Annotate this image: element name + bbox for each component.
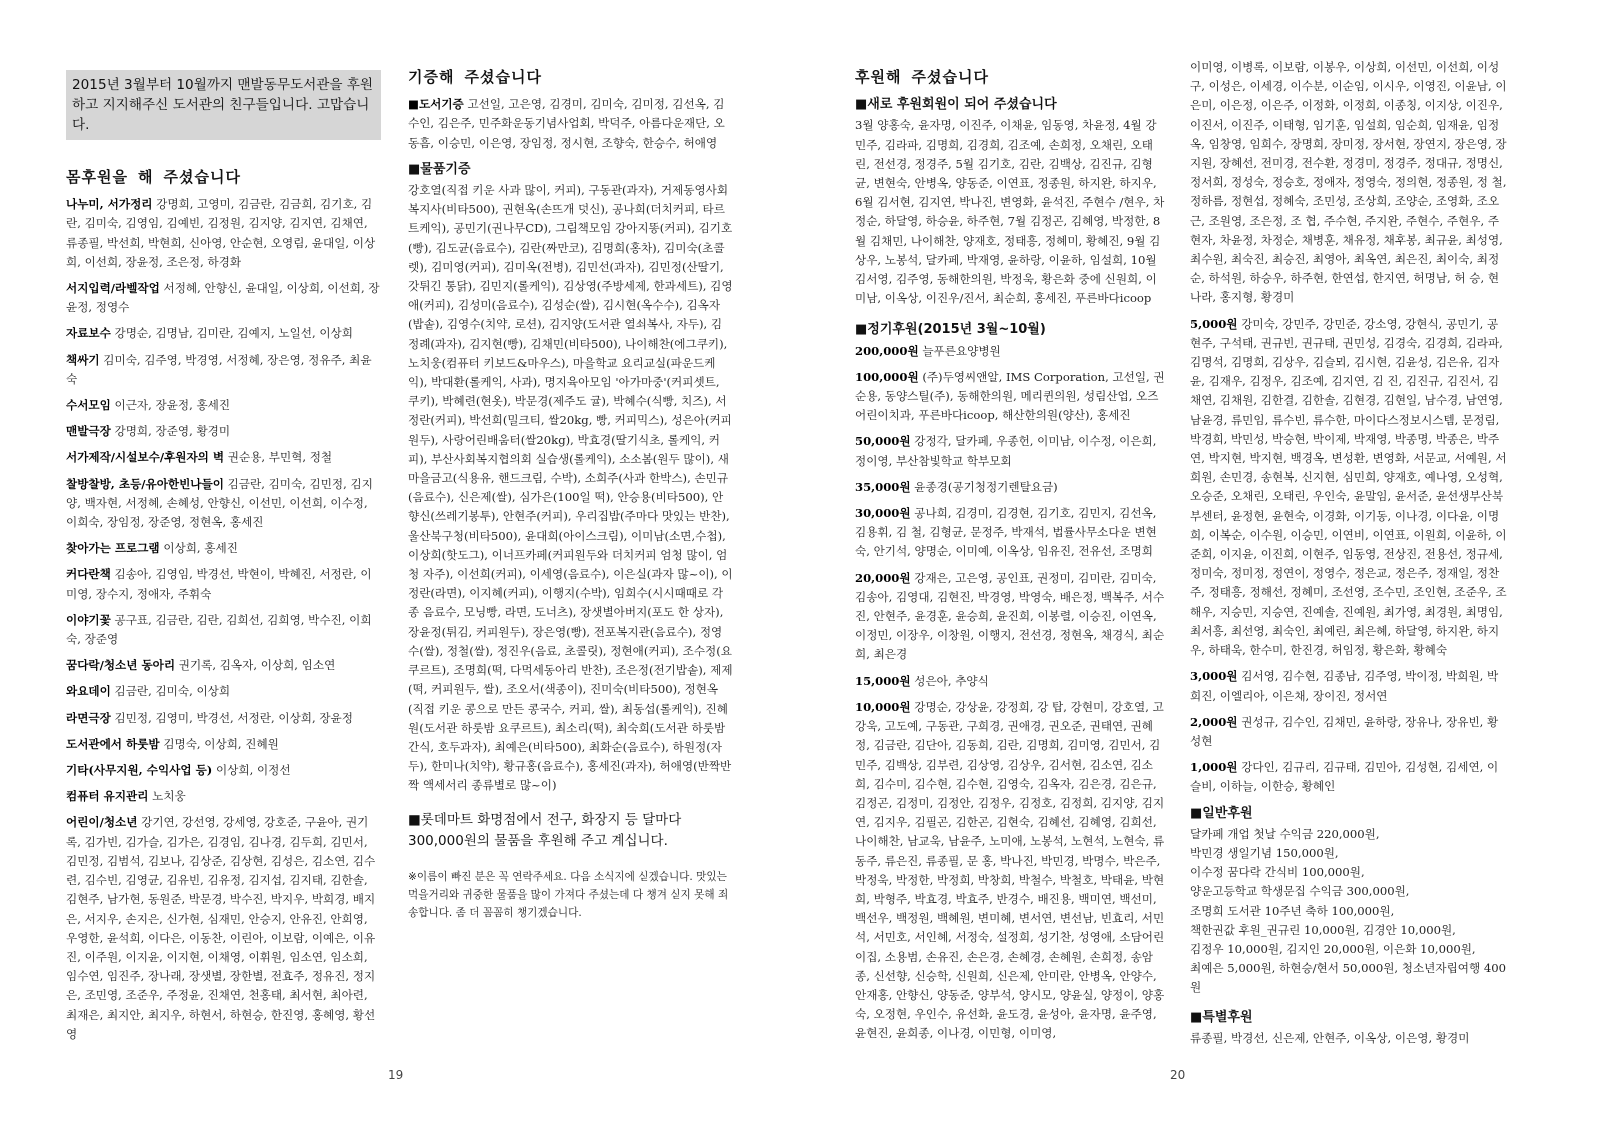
general-list xyxy=(1190,825,1508,998)
regular-entry xyxy=(855,342,1165,361)
general-item: 조명희 도서관 10주년 축하 100,000원, xyxy=(1190,903,1395,918)
body-support-label: 자료보수 xyxy=(66,326,111,341)
body-support-entry xyxy=(66,787,381,806)
body-support-entry xyxy=(66,682,381,701)
right-page xyxy=(800,0,1600,1131)
regular-names: 강정각, 달카페, 우종헌, 이미남, 이수정, 이은희, 정이영, 부산참빛학교 학부모회 xyxy=(855,434,1157,468)
special-heading: ■특별후원 xyxy=(1190,1009,1253,1025)
body-support-entry xyxy=(66,813,381,1043)
body-support-entry xyxy=(66,279,381,317)
regular-entry xyxy=(855,672,1165,691)
body-support-label: 나누미, 서가정리 xyxy=(66,197,153,212)
body-support-label: 컴퓨터 유지관리 xyxy=(66,789,149,804)
body-support-label: 책싸기 xyxy=(66,352,100,367)
regular-label: 2,000원 xyxy=(1190,714,1238,729)
regular-label: 30,000원 xyxy=(855,506,911,521)
donation-heading: 기증해 주셨습니다 xyxy=(408,68,542,86)
left-column-1 xyxy=(66,66,381,1051)
regular-names: 강다인, 김규리, 김규태, 김민아, 김성현, 김세연, 이슬비, 이하늘, 이한승, 황혜인 xyxy=(1190,760,1499,794)
body-support-label: 커다란책 xyxy=(66,567,111,582)
body-support-label: 서지입력/라벨작업 xyxy=(66,281,160,296)
body-support-names: 서정혜, 안향신, 윤대일, 이상희, 이선희, 장윤정, 정영수 xyxy=(66,281,380,315)
body-support-entry xyxy=(66,761,381,780)
body-support-entry xyxy=(66,324,381,343)
body-support-entry xyxy=(66,396,381,415)
lotte-mart-note: ■롯데마트 화명점에서 전구, 화장지 등 달마다 300,000원의 물품을 후원해 주고 계십니다. xyxy=(408,811,682,849)
regular-label: 1,000원 xyxy=(1190,760,1238,775)
regular-label: 3,000원 xyxy=(1190,669,1238,684)
regular-label: 200,000원 xyxy=(855,343,919,358)
body-support-label: 수서모임 xyxy=(66,398,111,413)
intro-box: 2015년 3월부터 10월까지 맨발동무도서관을 후원하고 지지해주신 도서관의 친구들입니다. 고맙습니다. xyxy=(66,70,381,140)
body-support-label: 기타(사무지원, 수익사업 등) xyxy=(66,763,213,778)
body-support-names: 김송아, 김영임, 박경선, 박현이, 박혜진, 서정란, 이미영, 장수지, 정애자, 주휘숙 xyxy=(66,567,372,601)
body-support-names: 이상희, 이정선 xyxy=(215,763,291,778)
regular-continued: 이미영, 이병록, 이보람, 이봉우, 이상희, 이선민, 이선희, 이성구, 이성은, 이세경, 이수분, 이순임, 이시우, 이영진, 이윤남, 이은미, 이은정, 이은주, 이정화, 이정희, 이종칭, 이지상, 이진우, 이진서, 이진주, 이태형, 임기훈, 임설희, 임순희, 임재윤, 임정옥, 임창영, 임희수, 장명희, 장미정, 장서현, 장연지, 장은영, 장지원, 장혜선, 전미경, 전수환, 정경미, 정경주, 정대규, 정명신, 정서희, 정성숙, 정승호, 정애자, 정영숙, 정의현, 정종원, 정 철, 정하름, 정현섭, 정혜숙, 조민성, 조상희, 조양순, 조영화, 조오근, 조원영, 조은정, 조 협, 주수현, 주지완, 주현수, 주현우, 주현자, 차윤정, 차정순, 채병훈, 채유정, 채후봉, 최규윤, 최성영, 최수원, 최숙진, 최승진, 최영아, 최옥연, 최은진, 최이숙, 최정순, 하석원, 하승우, 하주현, 한연섭, 한지연, 허명남, 허 승, 현나라, 홍지형, 황경미 xyxy=(1190,60,1507,305)
regular-names: (주)두영씨앤알, IMS Corporation, 고선일, 권순용, 동양스틸(주), 동해한의원, 메리퀸의원, 성림산업, 오즈어린이치과, 푸른바다icoop, 해산한의원(양산), 홍세진 xyxy=(855,369,1165,423)
body-support-names: 이상희, 홍세진 xyxy=(163,541,238,556)
body-support-entry xyxy=(66,351,381,389)
regular-label: 10,000원 xyxy=(855,699,911,714)
body-support-label: 맨발극장 xyxy=(66,424,111,439)
general-item: 달카페 개업 첫날 수익금 220,000원, xyxy=(1190,826,1380,841)
regular-label: 5,000원 xyxy=(1190,316,1238,331)
regular-list-2 xyxy=(1190,315,1508,797)
body-support-names: 김미숙, 김주영, 박경영, 서정혜, 장은영, 정유주, 최윤숙 xyxy=(66,352,372,386)
right-column-1 xyxy=(855,66,1165,1051)
body-support-names: 강명순, 김명남, 김미란, 김예지, 노일선, 이상희 xyxy=(114,326,353,341)
body-support-label: 꿈다락/청소년 동아리 xyxy=(66,658,176,673)
body-support-names: 김금란, 김미숙, 이상희 xyxy=(114,684,231,699)
new-member-list: 3월 양홍숙, 윤자명, 이진주, 이채윤, 임동영, 차윤정, 4월 강민주, 김라파, 김명희, 김경희, 김조예, 손희정, 오채린, 오태린, 전선경, 정경주, 5월 김기호, 김란, 김백상, 김진규, 김형균, 변현숙, 안병옥, 양동준, 이연표, 정종원, 하지완, 하지우, 6월 김서현, 김지연, 박나진, 변영화, 윤석진, 주현수 /현우, 차정순, 하달영, 하승윤, 하주현, 7월 김정곤, 김혜영, 박정한, 8월 김채민, 나이해찬, 양재호, 정태흥, 정혜미, 황혜진, 9월 김상우, 노봉석, 달카페, 박재영, 윤하랑, 이윤하, 임설희, 10월 김서영, 김주영, 동해한의원, 박정욱, 황은화 중에 신원희, 이미남, 이옥상, 이진우/진서, 최순희, 홍세진, 푸른바다icoop xyxy=(855,118,1165,306)
body-support-entry xyxy=(66,195,381,272)
footnote: ※이름이 빠진 분은 꼭 연락주세요. 다음 소식지에 싣겠습니다. 맛있는 먹을거리와 귀중한 물품을 많이 가져다 주셨는데 다 챙겨 싣지 못해 죄송합니다. 좀 더 꼼꼼히 챙기겠습니다. xyxy=(408,870,729,919)
regular-label: 20,000원 xyxy=(855,570,911,585)
right-column-2 xyxy=(1190,60,1508,1048)
book-donation-label: ■도서기증 xyxy=(408,97,464,112)
body-support-entry xyxy=(66,735,381,754)
regular-entry xyxy=(855,698,1165,1044)
regular-entry xyxy=(1190,713,1508,751)
regular-entry xyxy=(855,432,1165,470)
regular-list xyxy=(855,342,1165,1044)
regular-names: 권성규, 김수인, 김채민, 윤하랑, 장유나, 장유빈, 황성현 xyxy=(1190,714,1499,748)
regular-entry xyxy=(855,478,1165,497)
regular-names: 늘푸른요양병원 xyxy=(922,343,1001,358)
body-support-names: 강명희, 장준영, 황경미 xyxy=(114,424,231,439)
special-list: 류종필, 박경선, 신은제, 안현주, 이옥상, 이은영, 황경미 xyxy=(1190,1030,1470,1045)
regular-entry xyxy=(1190,667,1508,705)
book-donation xyxy=(408,95,733,153)
regular-names: 성은아, 추양식 xyxy=(914,673,989,688)
book-donation-names: 고선일, 고은영, 김경미, 김미숙, 김미정, 김선옥, 김수인, 김은주, 민주화운동기념사업회, 박덕주, 아름다운재단, 오동흠, 이승민, 이은영, 장임정, 정시현, 조향숙, 한승수, 허애영 xyxy=(408,97,725,150)
body-support-names: 이근자, 장윤정, 홍세진 xyxy=(114,398,231,413)
regular-entry xyxy=(1190,315,1508,661)
sponsor-heading: 후원해 주셨습니다 xyxy=(855,68,989,86)
regular-label: 35,000원 xyxy=(855,479,911,494)
regular-label: 50,000원 xyxy=(855,434,911,449)
new-member-heading: ■새로 후원회원이 되어 주셨습니다 xyxy=(855,97,1057,113)
page-number-left: 19 xyxy=(388,1068,404,1082)
goods-heading: ■물품기증 xyxy=(408,161,471,177)
body-support-list xyxy=(66,195,381,1044)
body-support-entry xyxy=(66,565,381,603)
regular-entry xyxy=(855,368,1165,426)
body-support-label: 어린이/청소년 xyxy=(66,815,138,830)
goods-list: 강호열(직접 키운 사과 많이, 커피), 구동관(과자), 거제동영사회복지사(비타500), 권현옥(손뜨개 덧신), 공나희(더치커피, 타르트케익), 공민기(권나무CD), 그림책모임 강아지똥(커피), 김기호(빵), 김도균(음료수), 김란(짜만코), 김명희(홍차), 김미숙(초콜렛), 김미영(커피), 김미옥(전병), 김민선(과자), 김민정(산딸기, 갓튀긴 통닭), 김민지(롤케익), 김상영(주방세제, 한과세트), 김영애(커피), 김성미(음료수), 김성순(쌀), 김시현(옥수수), 김옥자(밥솥), 김영수(치약, 로션), 김지양(도서관 열쇠복사, 자두), 김정례(과자), 김지현(빵), 김채민(비타500), 나이해찬(에그쿠키), 노치웅(컴퓨터 키보드&마우스), 마을학교 요리교실(파운드케익), 박대환(롤케익, 사과), 명지육아모임 '아가마중'(커피셋트, 쿠키), 박혜련(현옷), 박문경(제주도 귤), 박혜수(식빵, 치즈), 서정란(커피), 박선희(밀크티, 쌀20kg, 빵, 커피믹스), 성은아(커피 원두), 사랑어린배움터(쌀20kg), 박효경(딸기식초, 롤케익, 커피), 부산사회복지협의회 실습생(롤케익), 소소봄(원두 많이), 새마을금고(식용유, 핸드크림, 수박), 소희주(사과 한박스), 손민규(음료수), 신은제(쌀), 심가은(100일 떡), 안승용(비타500), 안향신(쓰레기봉투), 안현주(커피), 우리집밥(주마다 맛있는 반찬), 울산북구청(비타500), 윤대희(아이스크림), 이미남(소면,수첩), 이상희(핫도그), 이너프카페(커피원두와 더치커피 엄청 많이, 엄청 자주), 이선희(커피), 이세영(음료수), 이은실(과자 많~이), 이정란(라면), 이지혜(커피), 이행지(수박), 임희수(시시때때로 각종 음료수, 모닝빵, 라면, 도너츠), 장샛별아버지(포도 한 상자), 장윤정(튀김, 커피원두), 장은영(빵), 전포복지관(음료수), 정영수(쌀), 정철(쌀), 정진우(음료, 초콜릿), 정현애(커피), 조수정(요쿠르트), 조명희(떡, 다먹세동아리 반찬), 조은정(전기밥솥), 제제(떡, 커피원두, 쌀), 조오서(색종이), 진미숙(비타500), 정현옥(직접 키운 콩으로 만든 콩국수, 커피, 쌀), 최동섭(롤케익), 진혜원(도서관 하룻밤 요쿠르트), 최소리(떡), 최숙희(도서관 하룻밤 간식, 호두과자), 최예은(비타500), 최화순(음료수), 하원정(자두), 한미나(치약), 황규홍(음료수), 홍세진(과자), 허애영(반짝반짝 액세서리 종류별로 많~이) xyxy=(408,183,733,793)
body-support-names: 강명희, 고영미, 김금란, 김금희, 김기호, 김 란, 김미숙, 김영임, 김예빈, 김정원, 김지양, 김지연, 김채연, 류종필, 박선희, 박현희, 신아영, 안순현, 오영림, 윤대일, 이상희, 이선희, 장윤정, 조은정, 하경화 xyxy=(66,197,376,269)
body-support-names: 김금란, 김미숙, 김민정, 김지양, 백자현, 서정혜, 손혜성, 안향신, 이선민, 이선희, 이수정, 이희숙, 장임정, 장준영, 정현옥, 홍세진 xyxy=(66,476,373,530)
page-number-right: 20 xyxy=(1170,1068,1186,1082)
body-support-entry xyxy=(66,656,381,675)
body-support-names: 노치웅 xyxy=(152,789,186,804)
body-support-entry xyxy=(66,422,381,441)
body-support-names: 김명숙, 이상희, 진혜원 xyxy=(163,736,279,751)
body-support-heading: 몸후원을 해 주셨습니다 xyxy=(66,168,241,186)
body-support-label: 와요데이 xyxy=(66,684,111,699)
regular-names: 강미숙, 강민주, 강민준, 강소영, 강현식, 공민기, 공현주, 구석태, 권규빈, 권규태, 권민성, 김경숙, 김경희, 김라파, 김명석, 김명희, 김상우, 김슬뫼, 김시현, 김윤성, 김은유, 김자윤, 김재우, 김정우, 김조예, 김지연, 김 진, 김진규, 김진서, 김채연, 김채원, 김한결, 김한솔, 김현경, 김현일, 남수경, 남연영, 남윤경, 류민임, 류수빈, 류수한, 마이다스정보시스템, 문정림, 박경희, 박민성, 박승현, 박이제, 박재영, 박종명, 박종은, 박주연, 박지현, 박지현, 백경옥, 변성환, 변영화, 서문교, 서예원, 서희원, 손민경, 송현복, 신지현, 심민희, 양재호, 예나영, 오성혁, 오승준, 오채린, 오태린, 우인숙, 윤말임, 윤서준, 윤선생부산북부센터, 윤정현, 윤현숙, 이경화, 이기동, 이나경, 이다윤, 이명희, 이복순, 이수원, 이승민, 이연비, 이연표, 이원희, 이윤하, 이준희, 이지윤, 이진희, 이현주, 임동영, 전상진, 전용선, 정규세, 정미숙, 정미정, 정연이, 정영수, 정은교, 정은주, 정재일, 정찬주, 정태흥, 정해선, 정혜미, 조선영, 조수민, 조인현, 조준우, 조해우, 지승민, 지승연, 진예솔, 진예원, 최가영, 최경원, 최명임, 최서흥, 최선영, 최숙인, 최예린, 최은혜, 하달영, 하지완, 하지우, 하태욱, 한수미, 한진경, 허임정, 황은화, 황혜숙 xyxy=(1190,316,1507,658)
general-item: 양운고등학교 학생문집 수익금 300,000원, xyxy=(1190,884,1410,899)
body-support-entry xyxy=(66,448,381,467)
regular-heading: ■정기후원(2015년 3월~10월) xyxy=(855,322,1046,338)
body-support-names: 김민정, 김영미, 박경선, 서정란, 이상희, 장윤정 xyxy=(114,710,353,725)
body-support-entry xyxy=(66,611,381,649)
body-support-entry xyxy=(66,539,381,558)
general-item: 이수정 꿈다락 간식비 100,000원, xyxy=(1190,865,1365,880)
regular-names: 김서영, 김수현, 김종남, 김주영, 박이정, 박희원, 박희진, 이엘리아, 이은채, 장이진, 정서연 xyxy=(1190,669,1499,703)
body-support-names: 공구표, 김금란, 김란, 김희선, 김희영, 박수진, 이희숙, 장준영 xyxy=(66,612,372,647)
general-item: 책한권값 후원_권규린 10,000원, 김경안 10,000원, xyxy=(1190,922,1456,937)
regular-names: 강재은, 고은영, 공인표, 권정미, 김미란, 김미숙, 김송아, 김영대, 김현진, 박경영, 박영숙, 배은정, 백복주, 서수진, 안현주, 윤경훈, 윤승희, 윤진희, 이봉렬, 이승진, 이연옥, 이정민, 이장우, 이창원, 이행지, 전선경, 정현옥, 채경식, 최순희, 최은경 xyxy=(855,570,1165,662)
body-support-label: 찾아가는 프로그램 xyxy=(66,541,160,556)
general-item: 박민경 생일기념 150,000원, xyxy=(1190,845,1339,860)
regular-names: 윤종경(공기청정기렌탈요금) xyxy=(914,479,1058,494)
body-support-entry xyxy=(66,709,381,728)
general-heading: ■일반후원 xyxy=(1190,805,1253,821)
body-support-names: 권기록, 김옥자, 이상희, 임소연 xyxy=(178,658,336,673)
body-support-label: 도서관에서 하룻밤 xyxy=(66,736,160,751)
regular-names: 강명순, 강상윤, 강정희, 강 탑, 강현미, 강호열, 고강욱, 고도예, 구동관, 구희경, 권애경, 권오준, 권태연, 권혜정, 김금란, 김단아, 김동희, 김란, 김명희, 김미영, 김민서, 김민주, 김백상, 김부련, 김상영, 김상우, 김서현, 김소연, 김소희, 김수미, 김수현, 김수현, 김영숙, 김옥자, 김은경, 김은규, 김정곤, 김정미, 김정안, 김정우, 김정호, 김정희, 김지양, 김지연, 김지우, 김필곤, 김한곤, 김현숙, 김혜선, 김혜영, 김희선, 나이해찬, 남교욱, 남윤주, 노미애, 노봉석, 노현석, 노현숙, 류동주, 류은진, 류종필, 문 홍, 박나진, 박민경, 박명수, 박은주, 박정욱, 박정한, 박정희, 박창희, 박철수, 박철호, 박태윤, 박현희, 박형주, 박효경, 박효주, 반경수, 배진용, 백미연, 백선미, 백선우, 백정원, 백혜원, 변미혜, 변서연, 변선남, 빈효리, 서민석, 서민호, 서인혜, 서정숙, 설정희, 성기찬, 성영애, 소담어린이집, 소용범, 손유진, 손은경, 손혜경, 손혜원, 손희정, 송암종, 신선향, 신승학, 신원희, 신은제, 안미란, 안병옥, 안양수, 안재홍, 안향신, 양동준, 양부석, 양시모, 양윤실, 양정이, 양홍숙, 오정현, 우인수, 유선화, 윤도경, 윤성아, 윤자명, 윤주영, 윤현진, 윤희종, 이나경, 이민형, 이미영, xyxy=(855,699,1165,1041)
regular-entry xyxy=(855,569,1165,665)
regular-label: 15,000원 xyxy=(855,673,911,688)
body-support-entry xyxy=(66,475,381,533)
body-support-label: 라면극장 xyxy=(66,710,111,725)
left-column-2 xyxy=(408,66,733,922)
regular-names: 공나희, 김경미, 김경현, 김기호, 김민지, 김선옥, 김용휘, 김 철, 김형균, 문정주, 박재석, 법률사무소다운 변현숙, 안기석, 양명순, 이미예, 이옥상, 임유진, 전유선, 조명희 xyxy=(855,506,1157,559)
body-support-names: 강기연, 강선영, 강세영, 강호준, 구윤아, 권기록, 김가빈, 김가슬, 김가은, 김경임, 김나경, 김두희, 김민서, 김민정, 김범석, 김보나, 김상준, 김상현, 김성은, 김소연, 김수련, 김수빈, 김영균, 김유빈, 김유정, 김지섭, 김지태, 김한솔, 김현주, 남가현, 동원준, 박문경, 박수진, 박지우, 박희경, 배지은, 서지우, 손지은, 신가현, 심재민, 안승지, 안유진, 안희영, 우영한, 윤석희, 이다은, 이동찬, 이린아, 이보람, 이예은, 이유진, 이주원, 이지윤, 이지현, 이채영, 이휘원, 임소연, 임소희, 임수연, 임진주, 장나래, 장샛별, 장한별, 전효주, 정유진, 정지은, 조민영, 조준우, 주정윤, 진채연, 천홍태, 최서현, 최아련, 최재은, 최지안, 최지우, 하현서, 하현승, 한진영, 홍혜영, 황선영 xyxy=(66,815,376,1041)
regular-entry xyxy=(855,504,1165,562)
body-support-names: 권순용, 부민혁, 정철 xyxy=(227,450,333,465)
general-item: 김정우 10,000원, 김지인 20,000원, 이은화 10,000원, xyxy=(1190,941,1476,956)
general-item: 최예은 5,000원, 하현승/현서 50,000원, 청소년자립여행 400원 xyxy=(1190,961,1506,995)
regular-entry xyxy=(1190,758,1508,796)
body-support-label: 서가제작/시설보수/후원자의 벽 xyxy=(66,450,225,465)
body-support-label: 이야기꽃 xyxy=(66,612,111,627)
body-support-label: 찰방찰방, 초등/유아한빈나들이 xyxy=(66,476,224,491)
regular-label: 100,000원 xyxy=(855,369,919,384)
